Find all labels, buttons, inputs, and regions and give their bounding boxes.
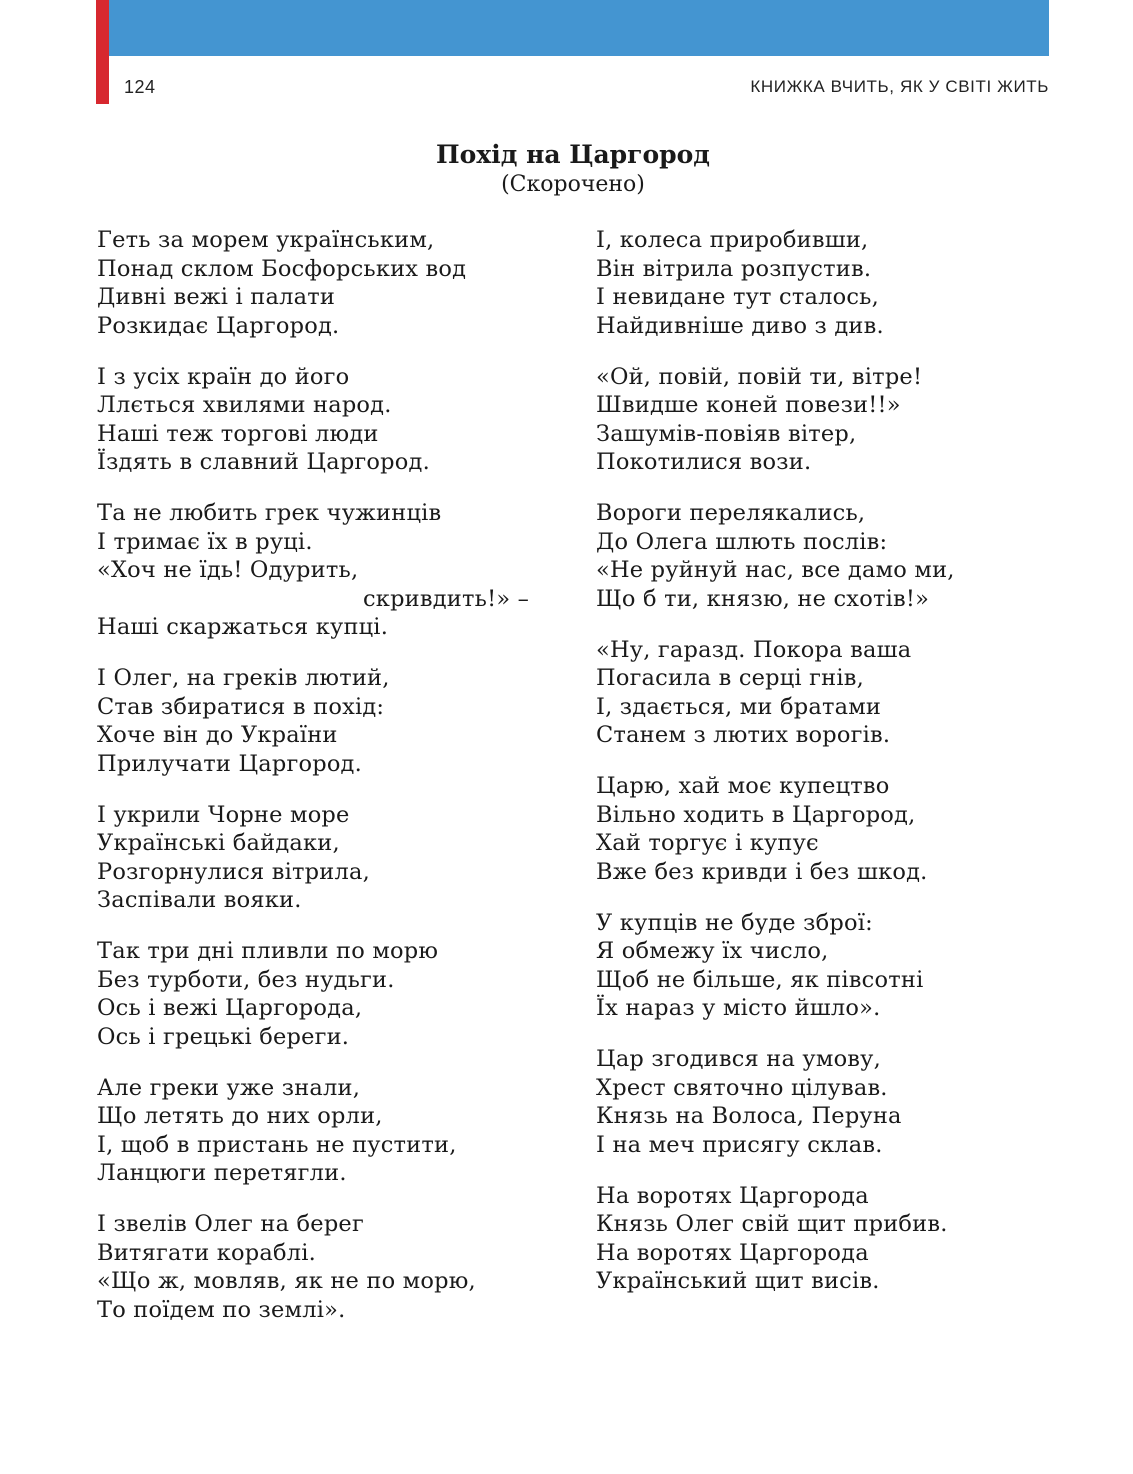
verse-line: Геть за морем українським, [97,227,435,253]
stanza [596,499,1046,613]
verse-line: І тримає їх в руці. [97,528,313,555]
verse-line: Наші скаржаться купці. [97,614,389,640]
verse-line: Наші теж торгові люди [97,420,379,447]
verse-line: Станем з лютих ворогів. [596,722,891,748]
verse-line: На воротях Царгорода [596,1182,869,1209]
stanza [596,363,1046,477]
verse-line: Розкидає Царгород. [97,312,340,339]
verse-line: «Хоч не їдь! Одурить, [97,557,359,583]
verse-line: Та не любить грек чужинців [97,500,442,526]
verse-line: Щоб не більше, як півсотні [596,966,924,993]
verse-line: Найдивніше диво з див. [596,312,884,339]
verse-line: «Ну, гаразд. Покора ваша [596,636,912,663]
verse-line: І звелів Олег на берег [97,1211,364,1237]
verse-line: Він вітрила розпустив. [596,255,872,282]
verse-line: Князь Олег свій щит прибив. [596,1211,948,1237]
stanza [97,1210,547,1324]
stanza [97,499,547,642]
verse-line: І з усіх країн до його [97,363,350,390]
verse-line: Українські байдаки, [97,830,340,856]
verse-line-continuation: скривдить!» – [363,585,530,612]
verse-line: Що летять до них орли, [97,1103,383,1129]
verse-line: Ось і грецькі береги. [97,1023,350,1050]
verse-line: «Ой, повій, повій ти, вітре! [596,363,923,390]
poem-column-left [97,226,547,1347]
verse-line: Вороги перелякались, [596,500,866,526]
verse-line: Ось і вежі Царгорода, [97,995,363,1021]
verse-line: «Не руйнуй нас, все дамо ми, [596,557,955,583]
verse-line: І, здається, ми братами [596,693,882,720]
verse-line: Розгорнулися вітрила, [97,858,370,885]
poem-column-right [596,226,1046,1318]
verse-line: На воротях Царгорода [596,1239,869,1266]
verse-line: Вже без кривди і без шкод. [596,858,928,885]
verse-line: Зашумів-повіяв вітер, [596,420,857,447]
verse-line: Покотилися вози. [596,449,812,475]
verse-line: Царю, хай моє купецтво [596,773,890,799]
verse-line: І невидане тут сталось, [596,284,879,310]
verse-line: То поїдем по землі». [97,1296,346,1323]
stanza [97,937,547,1051]
verse-line: Хоче він до України [97,722,338,748]
verse-line: Швидше коней повези!!» [596,392,901,418]
stanza [97,363,547,477]
stanza [596,1182,1046,1296]
poem-title: Похід на Царгород [436,140,710,169]
verse-line: Став збиратися в похід: [97,693,385,720]
verse-line: Дивні вежі і палати [97,284,336,310]
verse-line: До Олега шлють послів: [596,528,888,555]
verse-line: Ллється хвилями народ. [97,392,392,418]
verse-line: Український щит висів. [596,1268,880,1294]
verse-line: Вільно ходить в Царгород, [596,801,916,828]
verse-line: Понад склом Босфорських вод [97,255,467,282]
stanza [97,801,547,915]
verse-line: Заспівали вояки. [97,887,302,913]
verse-line: «Що ж, мовляв, як не по морю, [97,1268,476,1294]
verse-line: І, щоб в пристань не пустити, [97,1131,457,1158]
verse-line: У купців не буде зброї: [596,909,873,936]
verse-line: Так три дні пливли по морю [97,938,439,964]
stanza [596,909,1046,1023]
stanza [596,636,1046,750]
verse-line: І, колеса приробивши, [596,227,869,253]
verse-line: Цар згодився на умову, [596,1046,881,1072]
header-red-strip [96,0,109,104]
verse-line: Погасила в серці гнів, [596,665,864,691]
page-number: 124 [124,77,156,97]
verse-line: Їх нараз у місто йшло». [596,995,881,1021]
verse-line: Князь на Волоса, Перуна [596,1103,902,1129]
stanza [596,1045,1046,1159]
verse-line: Хрест святочно цілував. [596,1074,888,1101]
stanza [596,226,1046,340]
verse-line: Без турботи, без нудьги. [97,966,395,993]
verse-line: Ланцюги перетягли. [97,1160,347,1186]
stanza [596,772,1046,886]
verse-line: І Олег, на греків лютий, [97,665,390,691]
header-color-band [96,0,1049,56]
verse-line: Я обмежу їх число, [596,938,829,964]
stanza [97,1074,547,1188]
stanza [97,226,547,340]
stanza [97,664,547,778]
verse-line: Що б ти, князю, не схотів!» [596,585,930,612]
verse-line: Хай торгує і купує [596,830,819,856]
verse-line: Але греки уже знали, [97,1074,361,1101]
verse-line: І на меч присягу склав. [596,1131,883,1158]
running-head: КНИЖКА ВЧИТЬ, ЯК У СВІТІ ЖИТЬ [750,77,1049,96]
verse-line: Прилучати Царгород. [97,750,362,777]
verse-line: І укрили Чорне море [97,801,350,828]
verse-line: Їздять в славний Царгород. [97,449,430,475]
poem-subtitle: (Скорочено) [501,172,645,197]
verse-line: Витягати кораблі. [97,1239,316,1266]
